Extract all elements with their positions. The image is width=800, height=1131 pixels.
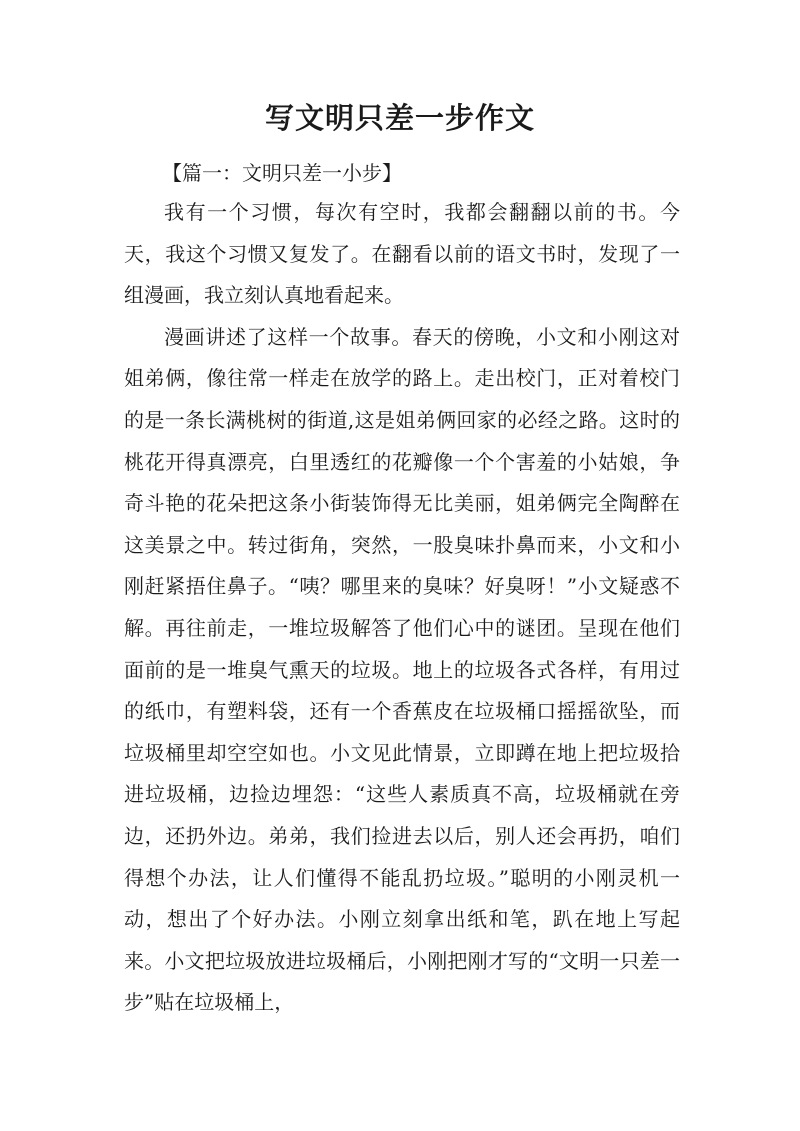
- document-body: [124, 154, 680, 1024]
- document-title: 写文明只差一步作文: [264, 101, 535, 135]
- paragraph-2: 漫画讲述了这样一个故事。春天的傍晚，小文和小刚这对姐弟俩，像往常一样走在放学的路上。走出校门，正对着校门的是一条长满桃树的街道,这是姐弟俩回家的必经之路。这时的桃花开得真漂亮，白里透红的花瓣像一个个害羞的小姑娘，争奇斗艳的花朵把这条小街装饰得无比美丽，姐弟俩完全陶醉在这美景之中。转过街角，突然，一股臭味扑鼻而来，小文和小刚赶紧捂住鼻子。“咦？哪里来的臭味？好臭呀！”小文疑惑不解。再往前走，一堆垃圾解答了他们心中的谜团。呈现在他们面前的是一堆臭气熏天的垃圾。地上的垃圾各式各样，有用过的纸巾，有塑料袋，还有一个香蕉皮在垃圾桶口摇摇欲坠，而垃圾桶里却空空如也。小文见此情景，立即蹲在地上把垃圾拾进垃圾桶，边捡边埋怨：“这些人素质真不高，垃圾桶就在旁边，还扔外边。弟弟，我们捡进去以后，别人还会再扔，咱们得想个办法，让人们懂得不能乱扔垃圾。”聪明的小刚灵机一动，想出了个好办法。小刚立刻拿出纸和笔，趴在地上写起来。小文把垃圾放进垃圾桶后，小刚把刚才写的“文明一只差一步”贴在垃圾桶上，: [124, 324, 680, 1015]
- paragraph-1: 我有一个习惯，每次有空时，我都会翻翻以前的书。今天，我这个习惯又复发了。在翻看以前的语文书时，发现了一组漫画，我立刻认真地看起来。: [124, 200, 680, 308]
- section-heading: 【篇一：文明只差一小步】: [162, 161, 402, 185]
